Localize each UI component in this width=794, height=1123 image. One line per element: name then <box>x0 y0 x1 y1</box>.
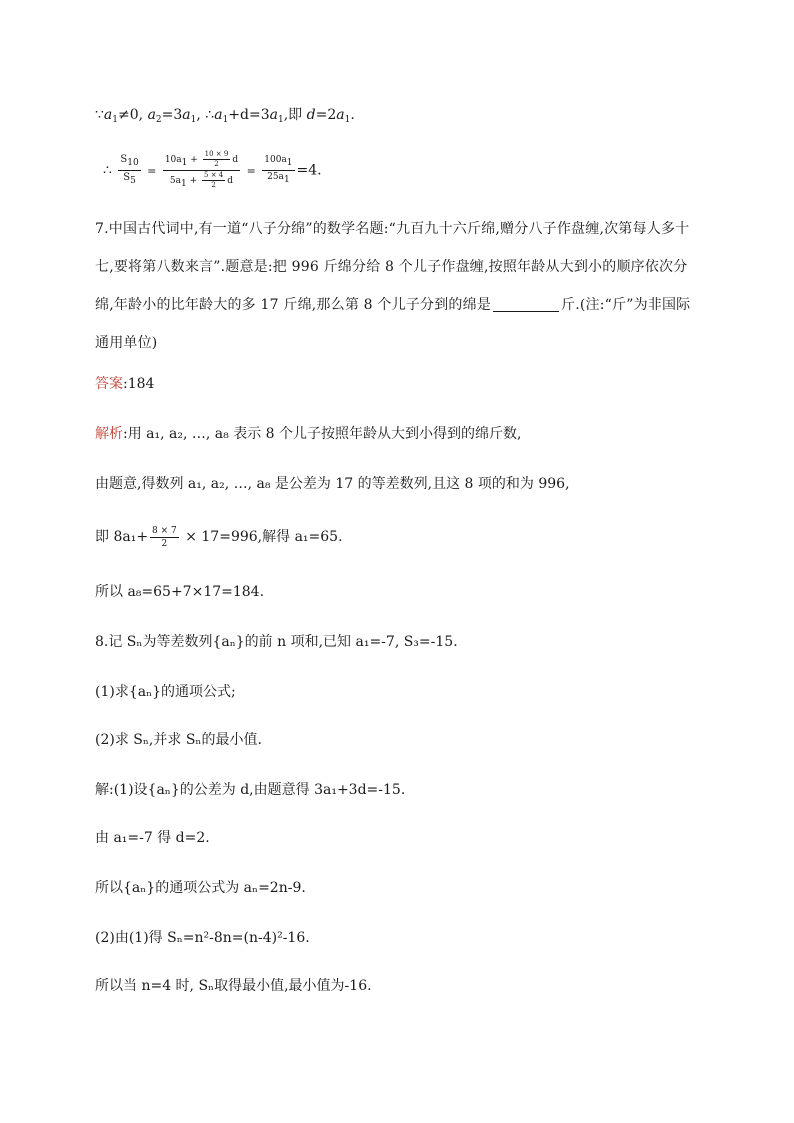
subscript: 1 <box>283 175 290 185</box>
solution-line-4: (2)由(1)得 Sₙ=n²-8n=(n-4)²-16. <box>95 930 310 946</box>
analysis-text: :用 a₁, a₂, …, a₈ 表示 8 个儿子按照年龄从大到小得到的绵斤数, <box>123 426 522 442</box>
numerator <box>262 154 294 171</box>
numerator <box>118 153 140 171</box>
text: ≠0, <box>118 107 148 123</box>
s10-over-s5 <box>118 153 140 188</box>
text: 25a <box>267 172 284 182</box>
subscript: 1 <box>286 158 293 168</box>
text: 100a <box>264 155 287 165</box>
subscript: 1 <box>344 115 351 125</box>
question-7-text: 7.中国古代词中,有一道“八子分绵”的数学名题:“九百九十六斤绵,赠分八子作盘缠,次第每人多十七,要将第八数来言”.题意是:把 996 斤绵分给 8 个儿子作盘缠,按照年龄从大到小的顺序依次分绵,年龄小的比年龄大的多 17 斤绵,那么第 8 个儿子分到的绵是 <box>95 221 690 313</box>
var-d: d <box>227 176 234 186</box>
fraction-8x7-over-2 <box>150 525 179 550</box>
plus: + <box>189 176 198 186</box>
denominator: 2 <box>211 181 216 189</box>
denominator <box>163 171 240 191</box>
result-text: =4. <box>296 162 322 179</box>
question-8-part-2: (2)求 Sₙ,并求 Sₙ的最小值. <box>95 732 262 748</box>
therefore-symbol: , ∴ <box>196 107 215 123</box>
answer-label: 答案 <box>95 376 123 392</box>
subscript: 5 <box>130 176 136 186</box>
text: =3 <box>161 107 183 123</box>
var-a1: a <box>269 107 278 123</box>
equals: = <box>147 164 157 178</box>
var-d: d <box>306 107 316 123</box>
var-d: d <box>232 155 239 165</box>
text: +d=3 <box>228 107 270 123</box>
analysis-line-3 <box>95 522 694 552</box>
subscript: 2 <box>155 115 162 125</box>
inner-fraction <box>203 150 231 169</box>
text: ,即 <box>283 107 307 123</box>
because-symbol: ∵ <box>95 107 104 123</box>
analysis-line-4: 所以 a₈=65+7×17=184. <box>95 584 265 600</box>
solution-line-1: 解:(1)设{aₙ}的公差为 d,由题意得 3a₁+3d=-15. <box>95 782 406 798</box>
inner-fraction <box>202 171 225 190</box>
analysis-line-2: 由题意,得数列 a₁, a₂, …, a₈ 是公差为 17 的等差数列,且这 8 项的和为 996, <box>95 476 570 492</box>
question-8-part-1: (1)求{aₙ}的通项公式; <box>95 684 236 700</box>
numerator <box>163 150 240 171</box>
question-8-stem: 8.记 Sₙ为等差数列{aₙ}的前 n 项和,已知 a₁=-7, S₃=-15. <box>95 634 458 650</box>
therefore-symbol: ∴ <box>103 162 112 179</box>
solution-line-2: 由 a₁=-7 得 d=2. <box>95 830 210 846</box>
var-a1: a <box>182 107 191 123</box>
denominator: 2 <box>161 538 168 549</box>
text: 10a <box>164 155 182 165</box>
subscript: 1 <box>181 158 188 168</box>
solution-line-5: 所以当 n=4 时, Sₙ取得最小值,最小值为-16. <box>95 978 372 994</box>
sum-ratio-fraction <box>163 150 240 191</box>
var-a1: a <box>336 107 345 123</box>
equals: = <box>246 164 256 178</box>
subscript: 1 <box>222 115 229 125</box>
text: × 17=996,解得 a₁=65. <box>180 529 343 545</box>
var-a2: a <box>147 107 156 123</box>
answer-blank <box>493 297 559 312</box>
text: 5a <box>169 176 181 186</box>
subscript: 1 <box>278 115 284 125</box>
question-7 <box>95 210 699 362</box>
analysis-line-1 <box>95 424 694 444</box>
denominator <box>262 171 294 187</box>
question-7-note: 斤.(注:“斤”为非国际通用单位) <box>95 297 691 351</box>
answer-value: :184 <box>123 376 155 392</box>
text: S <box>120 154 128 165</box>
answer-line <box>95 374 694 394</box>
var-a1: a <box>103 107 113 123</box>
numerator: 10 × 9 <box>204 150 229 158</box>
subscript: 1 <box>112 115 119 125</box>
derivation-line-1 <box>95 105 694 130</box>
denominator: 2 <box>214 160 219 168</box>
analysis-label: 解析 <box>95 426 123 442</box>
ratio-formula <box>103 150 694 190</box>
numerator: 8 × 7 <box>152 525 177 536</box>
denominator <box>118 171 140 188</box>
result-fraction <box>262 154 294 187</box>
subscript: 1 <box>190 115 197 125</box>
subscript: 10 <box>127 158 139 168</box>
plus: + <box>190 155 198 165</box>
text: =2 <box>315 107 337 123</box>
text: 即 8a₁+ <box>95 529 149 545</box>
text: . <box>350 107 355 123</box>
var-a1: a <box>214 107 223 123</box>
solution-line-3: 所以{aₙ}的通项公式为 aₙ=2n-9. <box>95 880 306 896</box>
text: S <box>123 172 131 183</box>
numerator: 5 × 4 <box>204 171 224 179</box>
subscript: 1 <box>181 179 187 189</box>
